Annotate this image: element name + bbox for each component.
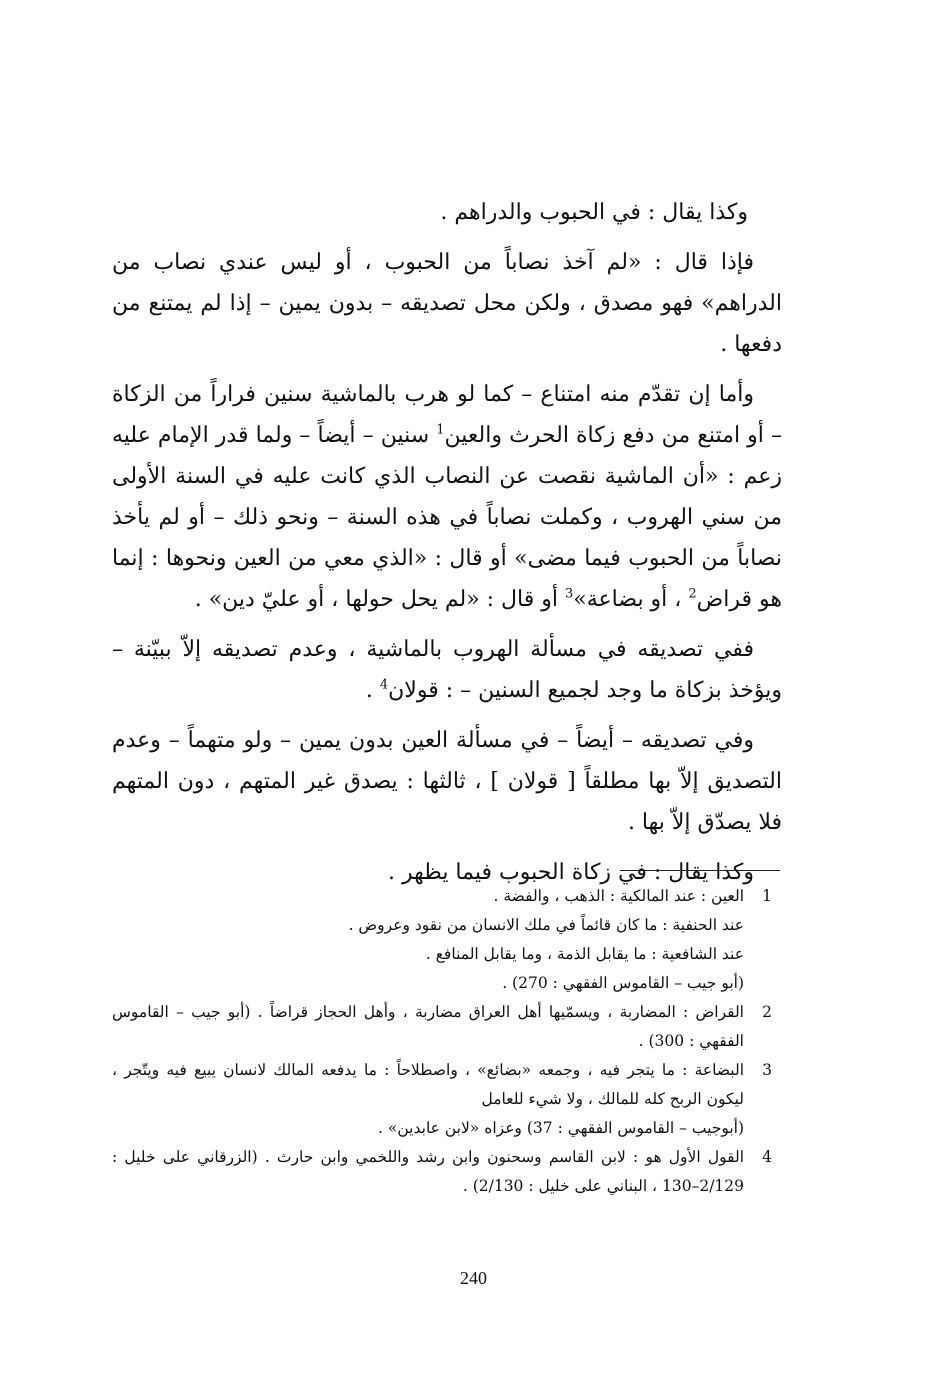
- footnote-line: (أبوجيب – القاموس الفقهي : 37) وعزاه «لابن عابدين» .: [378, 1119, 744, 1137]
- footnote-number: 3: [762, 1061, 772, 1079]
- footnote-line: البضاعة : ما يتجر فيه ، وجمعه «بضائع» ، واصطلاحاً : ما يدفعه المالك لانسان يبيع فيه ويتّجر ، ليكون الربح كله للمالك ، ولا شيء للعامل: [112, 1061, 744, 1108]
- paragraph-3-part-2: سنين – أيضاً – ولما قدر الإمام عليه زعم : «أن الماشية نقصت عن النصاب الذي كانت عليه في السنة الأولى من سني الهروب ، وكملت نصاباً في هذه السنة – ونحو ذلك – أو لم يأخذ نصاباً من الحبوب فيما مضى» أو قال : «الذي معي من العين ونحوها : إنما هو قراض: [112, 423, 782, 612]
- footnotes: [112, 882, 782, 1201]
- footnote-body: [112, 882, 744, 998]
- footnote-body: [112, 1143, 744, 1201]
- page-number: 240: [460, 1268, 487, 1288]
- main-text: [112, 192, 782, 902]
- footnote-2: [112, 998, 782, 1056]
- paragraph-3-part-1: وأما إن تقدّم منه امتناع – كما لو هرب بالماشية سنين فراراً من الزكاة – أو امتنع من دفع زكاة الحرث والعين: [112, 382, 782, 448]
- footnote-body: [112, 998, 744, 1056]
- footnote-line: عند الشافعية : ما يقابل الذمة ، وما يقابل المنافع .: [425, 945, 744, 963]
- footnote-number: 4: [762, 1148, 772, 1166]
- footnote-ref-3[interactable]: 3: [565, 586, 574, 602]
- paragraph-4-part-2: .: [365, 678, 380, 703]
- footnote-ref-1[interactable]: 1: [436, 422, 445, 438]
- footnote-number: 2: [762, 1003, 772, 1021]
- paragraph-3-part-3: ، أو بضاعة»: [573, 587, 689, 612]
- footnote-body: [112, 1056, 744, 1143]
- footnote-number: 1: [762, 887, 772, 905]
- paragraph-2: فإذا قال : «لم آخذ نصاباً من الحبوب ، أو ليس عندي نصاب من الدراهم» فهو مصدق ، ولكن محل تصديقه – بدون يمين – إذا لم يمتنع من دفعها .: [112, 250, 782, 357]
- paragraph-4: [112, 629, 782, 711]
- footnote-1: [112, 882, 782, 998]
- footnote-line: (أبو جيب – القاموس الفقهي : 270) .: [502, 974, 744, 992]
- footnote-line: عند الحنفية : ما كان قائماً في ملك الانسان من نقود وعروض .: [348, 916, 744, 934]
- paragraph-3: [112, 374, 782, 620]
- footnote-ref-4[interactable]: 4: [379, 677, 389, 693]
- paragraph-4-part-1: ففي تصديقه في مسألة الهروب بالماشية ، وعدم تصديقه إلاّ ببيّنة – ويؤخذ بزكاة ما وجد لجميع السنين – : قولان: [112, 637, 782, 703]
- footnote-separator: [620, 870, 780, 871]
- footnote-line: القراض : المضاربة ، ويسمّيها أهل العراق مضاربة ، وأهل الحجاز قراضاً . (أبو جيب – القاموس الفقهي : 300) .: [112, 1003, 744, 1050]
- footnote-4: [112, 1143, 782, 1201]
- paragraph-5: وفي تصديقه – أيضاً – في مسألة العين بدون يمين – ولو متهماً – وعدم التصديق إلاّ بها مطلقاً [ قولان ] ، ثالثها : يصدق غير المتهم ، دون المتهم فلا يصدّق إلاّ بها .: [112, 728, 782, 835]
- footnote-ref-2[interactable]: 2: [688, 586, 697, 602]
- paragraph-1: وكذا يقال : في الحبوب والدراهم .: [440, 200, 748, 225]
- paragraph-3-part-4: أو قال : «لم يحل حولها ، أو عليّ دين» .: [194, 587, 565, 612]
- paragraph-6: وكذا يقال : في زكاة الحبوب فيما يظهر .: [388, 860, 754, 885]
- footnote-line: العين : عند المالكية : الذهب ، والفضة .: [493, 887, 744, 905]
- footnote-line: القول الأول هو : لابن القاسم وسحنون وابن رشد واللخمي وابن حارث . (الزرقاني على خليل : 2/129–130 ، البناني على خليل : 2/130) .: [112, 1148, 744, 1195]
- footnote-3: [112, 1056, 782, 1143]
